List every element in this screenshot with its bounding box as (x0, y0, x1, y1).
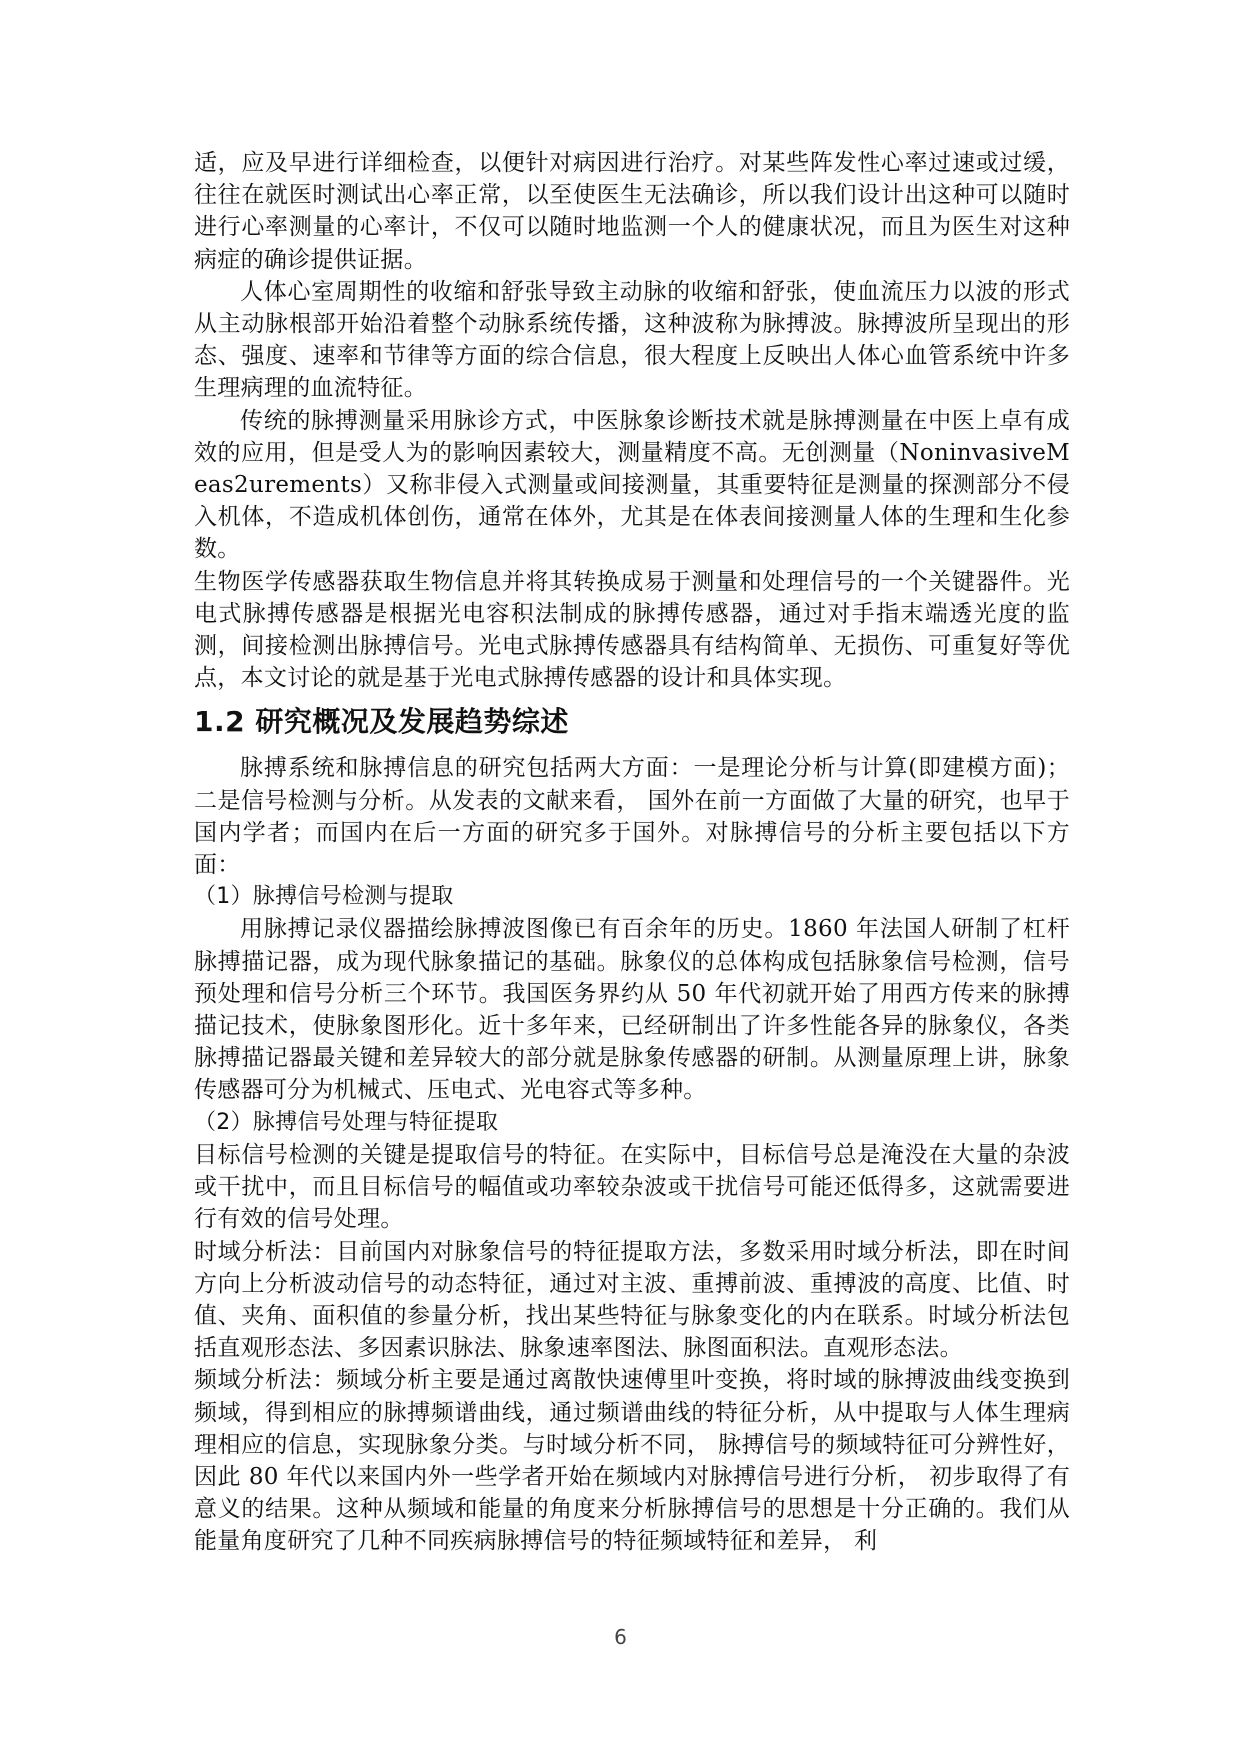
paragraph-traditional-measurement: 传统的脉搏测量采用脉诊方式，中医脉象诊断技术就是脉搏测量在中医上卓有成效的应用，但是受人为的影响因素较大，测量精度不高。无创测量（NoninvasiveMeas2urements）又称非侵入式测量或间接测量，其重要特征是测量的探测部分不侵入机体，不造成机体创伤，通常在体外，尤其是在体表间接测量人体的生理和生化参数。 (194, 407, 1070, 563)
page-body (194, 147, 1070, 1558)
paragraph-biomedical-sensor: 生物医学传感器获取生物信息并将其转换成易于测量和处理信号的一个关键器件。光电式脉搏传感器是根据光电容积法制成的脉搏传感器，通过对手指末端透光度的监测，间接检测出脉搏信号。光电式脉搏传感器具有结构简单、无损伤、可重复好等优点，本文讨论的就是基于光电式脉搏传感器的设计和具体实现。 (194, 568, 1070, 692)
subsection-title-processing: （2）脉搏信号处理与特征提取 (194, 1109, 499, 1135)
paragraph-frequency-domain: 频域分析法：频域分析主要是通过离散快速傅里叶变换，将时域的脉搏波曲线变换到频域，得到相应的脉搏频谱曲线，通过频谱曲线的特征分析，从中提取与人体生理病理相应的信息，实现脉象分类。与时域分析不同， 脉搏信号的频域特征可分辨性好， 因此 80 年代以来国内外一些学者开始在频域内对脉搏信号进行分析， 初步取得了有意义的结果。这种从频域和能量的角度来分析脉搏信号的思想是十分正确的。我们从能量角度研究了几种不同疾病脉搏信号的特征频域特征和差异， 利 (194, 1367, 1070, 1555)
paragraph-continuation: 适，应及早进行详细检查，以便针对病因进行治疗。对某些阵发性心率过速或过缓，往往在就医时测试出心率正常，以至使医生无法确诊，所以我们设计出这种可以随时进行心率测量的心率计，不仅可以随时地监测一个人的健康状况，而且为医生对这种病症的确诊提供证据。 (194, 150, 1070, 273)
subsection-title-detection: （1）脉搏信号检测与提取 (194, 884, 454, 910)
paragraph-pulse-wave: 人体心室周期性的收缩和舒张导致主动脉的收缩和舒张，使血流压力以波的形式从主动脉根部开始沿着整个动脉系统传播，这种波称为脉搏波。脉搏波所呈现出的形态、强度、速率和节律等方面的综合信息，很大程度上反映出人体心血管系统中许多生理病理的血流特征。 (194, 278, 1070, 402)
paragraph-time-domain: 时域分析法：目前国内对脉象信号的特征提取方法，多数采用时域分析法，即在时间方向上分析波动信号的动态特征，通过对主波、重搏前波、重搏波的高度、比值、时值、夹角、面积值的参量分析，找出某些特征与脉象变化的内在联系。时域分析法包括直观形态法、多因素识脉法、脉象速率图法、脉图面积法。直观形态法。 (194, 1238, 1070, 1362)
paragraph-detection: 用脉搏记录仪器描绘脉搏波图像已有百余年的历史。1860 年法国人研制了杠杆脉搏描记器，成为现代脉象描记的基础。脉象仪的总体构成包括脉象信号检测，信号预处理和信号分析三个环节。我国医务界约从 50 年代初就开始了用西方传来的脉搏描记技术，使脉象图形化。近十多年来，已经研制出了许多性能各异的脉象仪，各类脉搏描记器最关键和差异较大的部分就是脉象传感器的研制。从测量原理上讲，脉象传感器可分为机械式、压电式、光电容式等多种。 (194, 916, 1070, 1104)
paragraph-processing: 目标信号检测的关键是提取信号的特征。在实际中，目标信号总是淹没在大量的杂波或干扰中，而且目标信号的幅值或功率较杂波或干扰信号可能还低得多，这就需要进行有效的信号处理。 (194, 1141, 1070, 1233)
page-number: 6 (614, 1625, 627, 1649)
section-heading: 1.2 研究概况及发展趋势综述 (194, 705, 569, 739)
paragraph-research-intro: 脉搏系统和脉搏信息的研究包括两大方面：一是理论分析与计算(即建模方面)；二是信号检测与分析。从发表的文献来看， 国外在前一方面做了大量的研究，也早于国内学者；而国内在后一方面的研究多于国外。对脉搏信号的分析主要包括以下方面： (194, 755, 1070, 879)
